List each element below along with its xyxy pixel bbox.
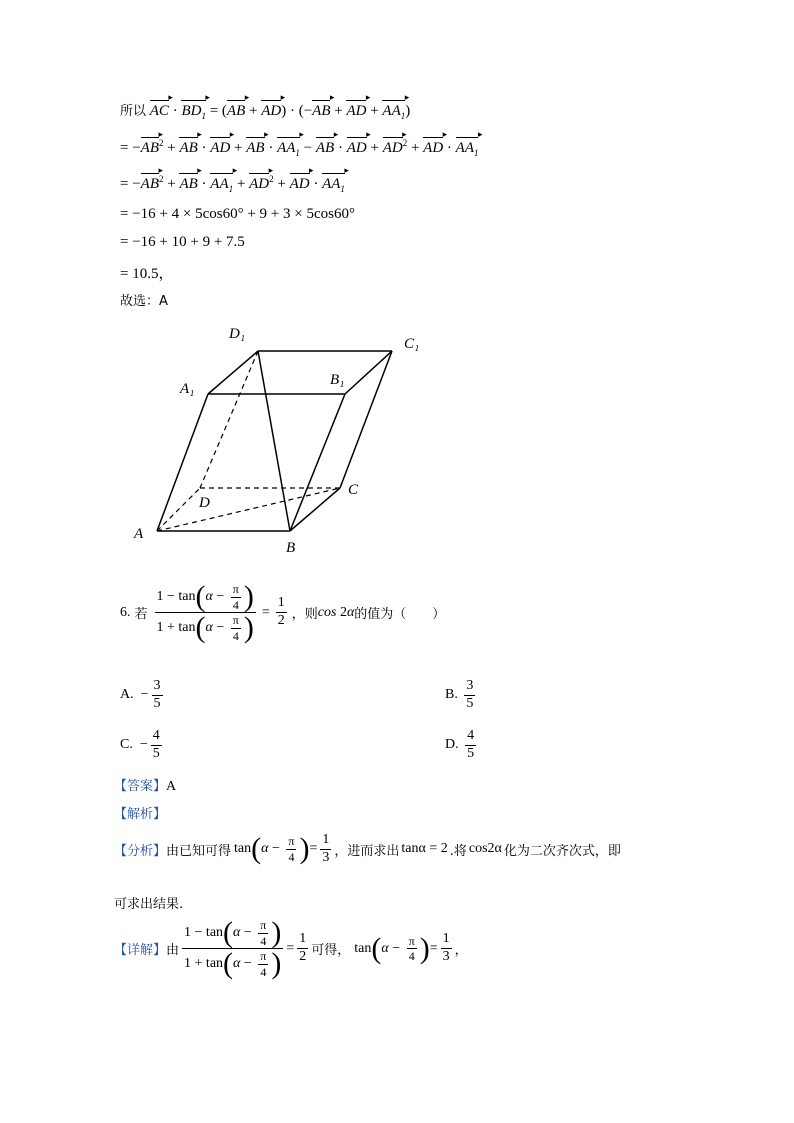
solution-line-2: = −AB ▸$^2$ + AB ▸ · AD ▸ + AB ▸ · $AA_1$ ▸ − AB ▸ · AD ▸ + AD ▸$^2$ + AD ▸ · $AA_1$ ▸ <box>120 138 478 158</box>
edge-b1b <box>290 394 345 531</box>
choose-line: 故选：A <box>120 294 168 309</box>
edge-a1d1 <box>208 351 258 394</box>
detail-line: 【详解】 由 1 − tan ( α − $\frac{\pi}{4}$ ) 1 + tan ( α − $\frac{\pi}{4}$ ) = $\frac{1}{2}$ 可得， tan ( α − $\frac{\pi}{4}$ ) = $\frac{1}{3}$ ， <box>114 916 468 980</box>
label-c1: C₁ <box>404 336 420 352</box>
question-prefix: 若 <box>134 607 148 622</box>
pi-den: 4 <box>232 597 239 612</box>
analysis-tag: 【解析】 <box>114 807 167 822</box>
option-b[interactable]: B. $\frac{3}{5}$ <box>445 678 474 711</box>
answer-line <box>114 775 176 795</box>
option-a[interactable]: A. − $\frac{3}{5}$ <box>120 678 161 711</box>
diag-ac <box>157 488 340 531</box>
option-c[interactable]: C. − $\frac{4}{5}$ <box>120 728 160 761</box>
label-b1: B₁ <box>330 372 345 388</box>
label-a: A <box>134 526 144 542</box>
edge-ad <box>157 488 200 531</box>
edge-c1c <box>340 351 392 488</box>
pi-num: π <box>232 582 239 597</box>
solution-eq-1: AC ▸ · $BD_1$ ▸ = (AB ▸ + AD ▸) · (−AB ▸ + AD ▸ + $AA_1$ ▸) <box>150 103 410 119</box>
label-c: C <box>348 482 359 498</box>
question-main-fraction: 1 − tan ( α − $\frac{\pi}{4}$ ) 1 + tan ( α − $\frac{\pi}{4}$ ) <box>156 580 254 644</box>
edge-d1d <box>200 351 258 488</box>
solution-line-6: = 10.5， <box>120 266 174 282</box>
solution-line-4: = −16 + 4 × 5cos60° + 9 + 3 × 5cos60° <box>120 206 355 222</box>
solution-line-5: = −16 + 10 + 9 + 7.5 <box>120 234 245 250</box>
label-d1: D₁ <box>229 326 246 342</box>
label-d: D <box>199 495 210 511</box>
hidden-edges <box>157 351 340 531</box>
fenxi-line: 【分析】 由已知可得 tan ( α − $\frac{\pi}{4}$ ) = $\frac{1}{3}$ ，进而求出 tanα = 2 .将 cos2α 化为二次齐次式，即 <box>114 832 621 866</box>
question-rhs-fraction: $\frac{1}{2}$ <box>277 595 285 628</box>
fenxi-continuation: 可求出结果. <box>114 897 184 912</box>
answer-tag: 【答案】 <box>114 779 167 794</box>
edge-b1c1 <box>345 351 392 394</box>
label-a1: A₁ <box>180 381 195 397</box>
solution-prefix: 所以 <box>120 104 147 119</box>
solution-line-3: = −AB ▸$^2$ + AB ▸ · $AA_1$ ▸ + AD ▸$^2$ + AD ▸ · $AA_1$ ▸ <box>120 174 345 194</box>
question-6: 6. 若 1 − tan ( α − $\frac{\pi}{4}$ ) 1 + tan ( α − $\frac{\pi}{4}$ ) = $\frac{1}{2}$ ，则 cos 2 α 的值为（ ） <box>120 580 446 644</box>
answer-value: A <box>166 779 177 794</box>
question-number: 6. <box>120 604 131 620</box>
option-d[interactable]: D. $\frac{4}{5}$ <box>445 728 475 761</box>
label-b: B <box>286 540 296 556</box>
